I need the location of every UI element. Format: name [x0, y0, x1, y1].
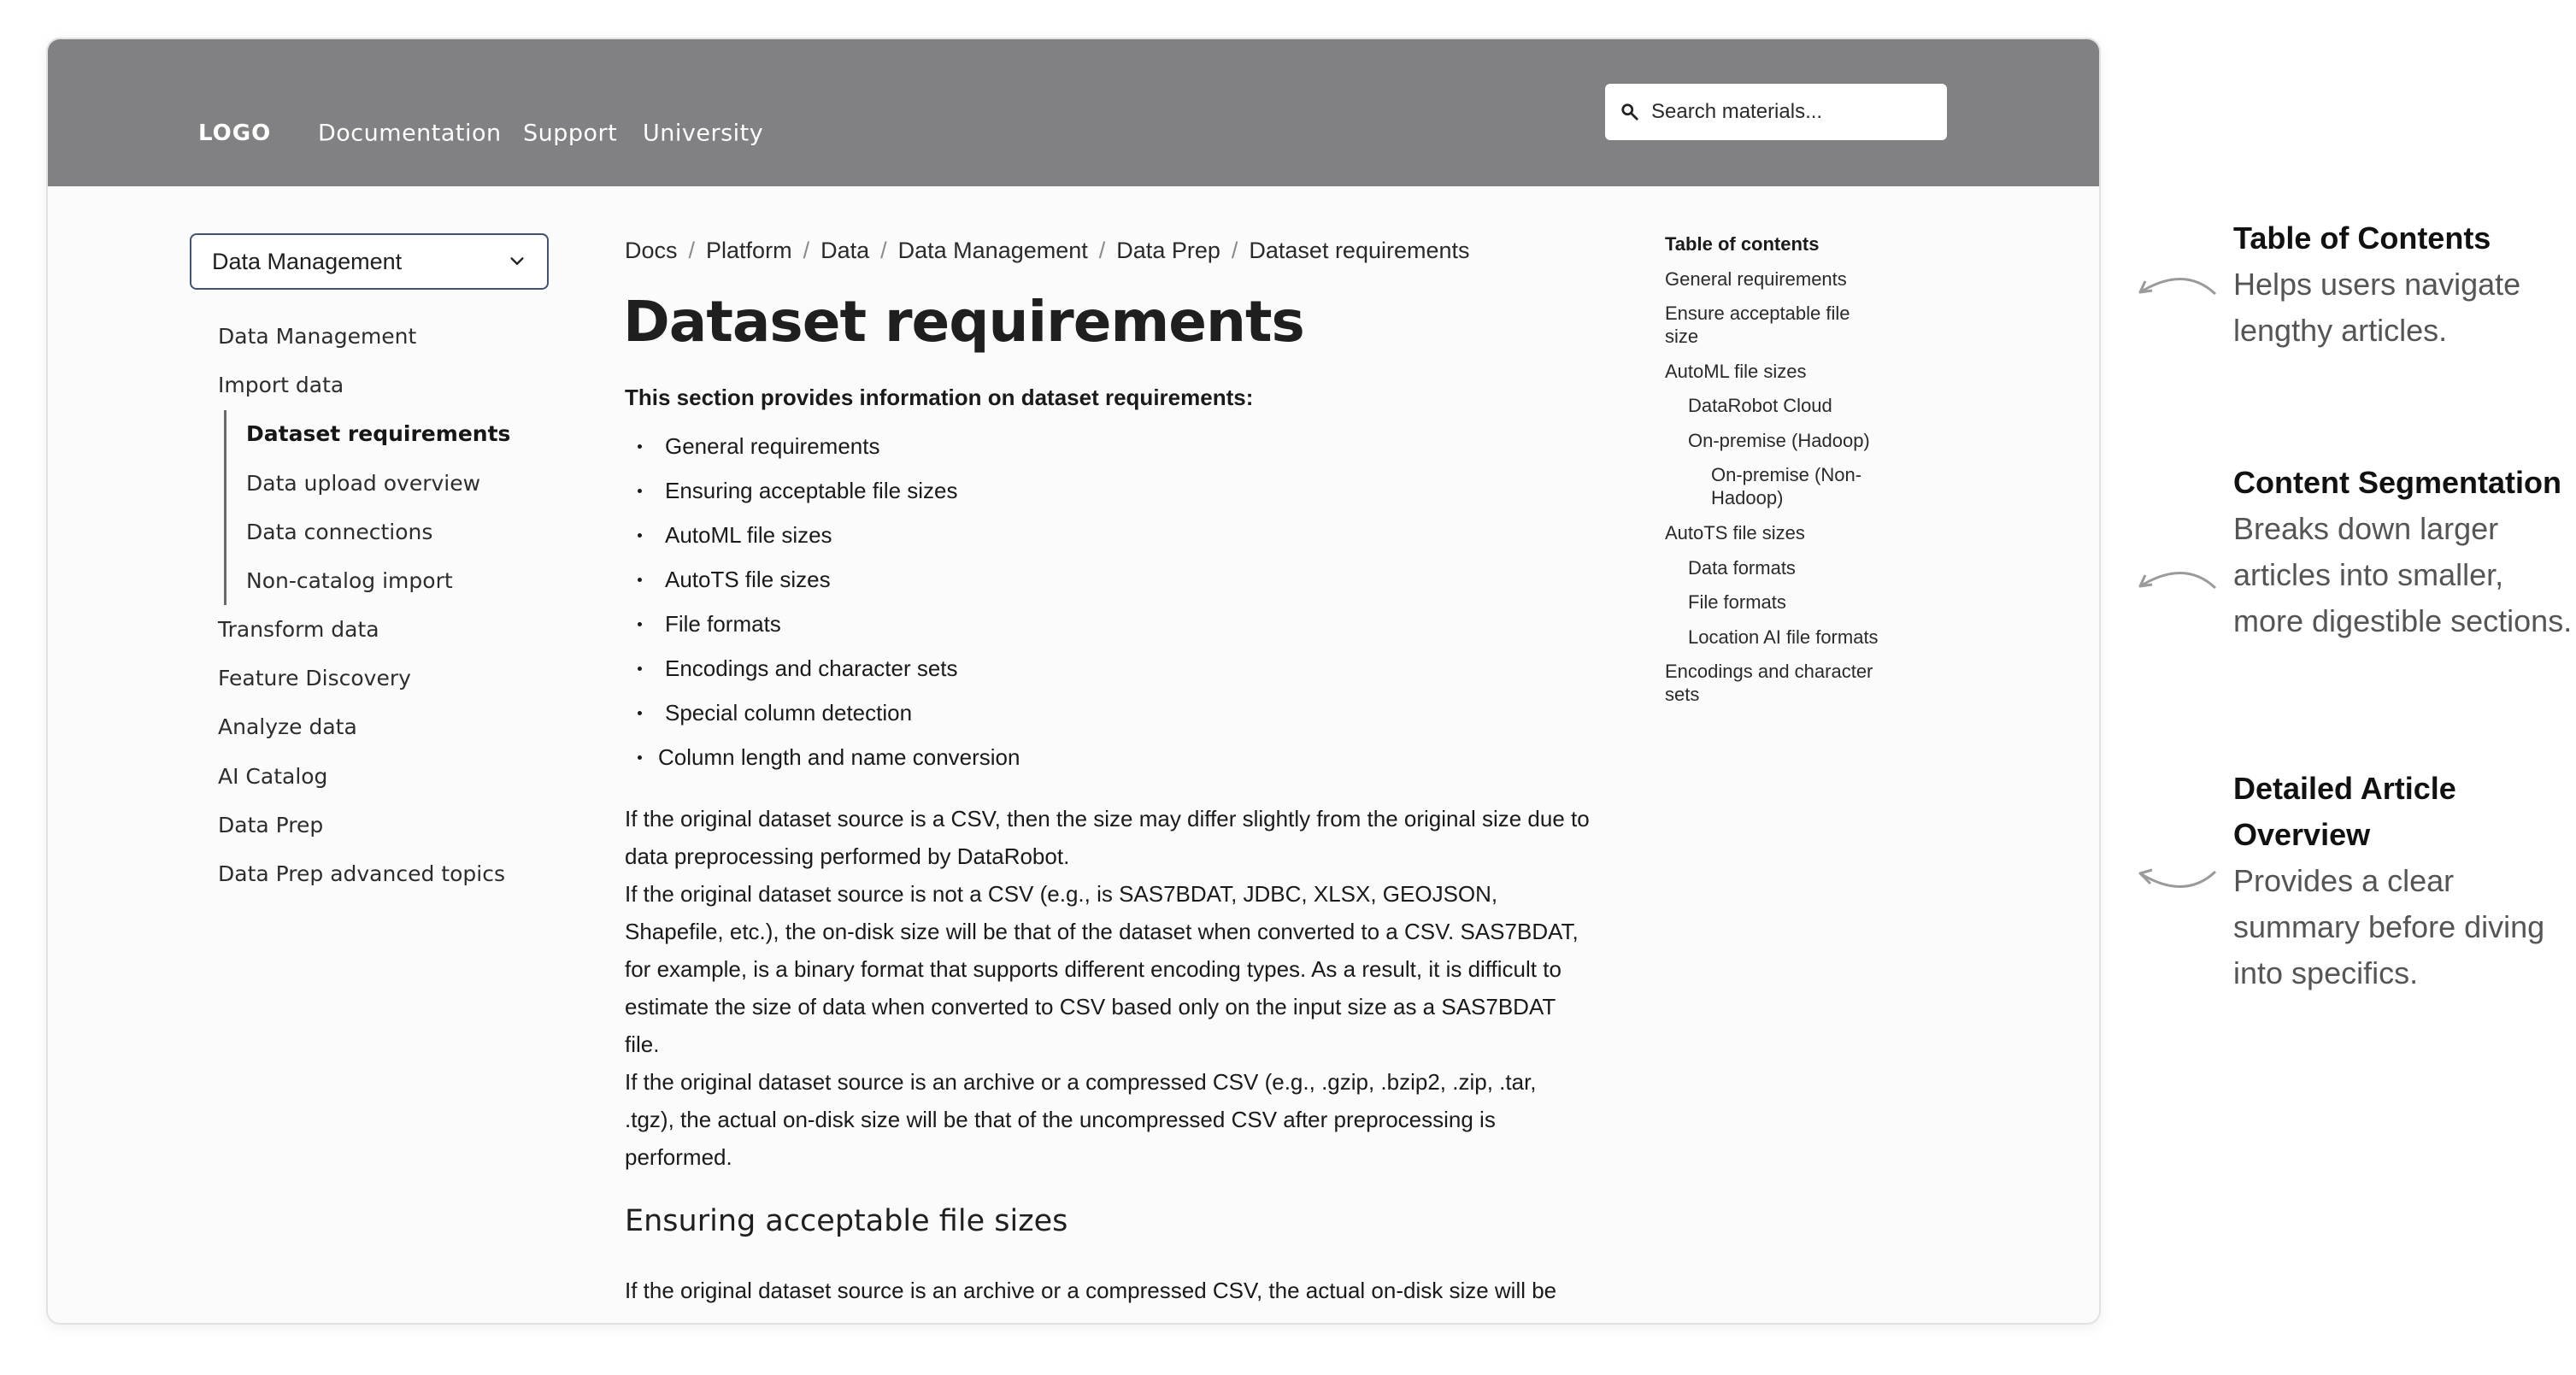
section-paragraph: If the original dataset source is an archive or a compressed CSV, the actual on-disk size will be [625, 1278, 1557, 1303]
bullet-item: File formats [638, 602, 1020, 646]
sidebar-item-ai-catalog[interactable]: AI Catalog [218, 764, 328, 789]
sidebar-item-import-data[interactable]: Import data [218, 373, 344, 397]
bullet-item: General requirements [638, 424, 1020, 468]
logo[interactable]: LOGO [198, 120, 272, 146]
sidebar-item-data-prep-advanced[interactable]: Data Prep advanced topics [218, 861, 505, 886]
breadcrumb-docs[interactable]: Docs [625, 238, 678, 263]
sidebar-item-data-upload-overview[interactable]: Data upload overview [246, 471, 481, 496]
breadcrumb-platform[interactable]: Platform [706, 238, 792, 263]
breadcrumb: Docs / Platform / Data / Data Management / Data Prep / Dataset requirements [625, 238, 1470, 263]
article-intro: This section provides information on dataset requirements: [625, 385, 1254, 410]
sidebar-nesting-rule [224, 410, 226, 605]
search-box[interactable] [1605, 84, 1947, 140]
top-navigation-bar [48, 39, 2099, 186]
article-paragraph: If the original dataset source is a CSV, then the size may differ slightly from the original size due to data preprocessing performed by DataRobot. [625, 806, 1590, 869]
nav-link-support[interactable]: Support [523, 120, 618, 147]
search-icon [1620, 103, 1639, 121]
bullet-item: Column length and name conversion [638, 735, 1020, 779]
toc-item-location-ai[interactable]: Location AI file formats [1688, 626, 1879, 648]
annotation-body-overview: Provides a clear summary before diving into specifics. [2233, 863, 2545, 990]
bullet-item: Ensuring acceptable file sizes [638, 468, 1020, 513]
annotation-title-toc: Table of Contents [2233, 220, 2491, 256]
toc-item-general-requirements[interactable]: General requirements [1665, 268, 1847, 290]
breadcrumb-data-management[interactable]: Data Management [897, 238, 1088, 263]
nav-link-university[interactable]: University [643, 120, 764, 147]
toc-item-datarobot-cloud[interactable]: DataRobot Cloud [1688, 395, 1832, 416]
article-paragraph: If the original dataset source is not a CSV (e.g., is SAS7BDAT, JDBC, XLSX, GEOJSON, Shapefile, etc.), the on-disk size will be that of the dataset when converted to a CSV. SAS7BDAT, for example, is a binary format that supports different encoding types. As a result, it is difficult to estimate the size of data when converted to CSV based only on the input size as a SAS7BDAT file. [625, 881, 1579, 1057]
page-title: Dataset requirements [623, 289, 1304, 355]
browser-window [46, 38, 2101, 1325]
toc-item-file-size[interactable]: Ensure acceptable file size [1665, 303, 1850, 347]
toc-item-automl-file-sizes[interactable]: AutoML file sizes [1665, 361, 1807, 382]
section-dropdown-label: Data Management [212, 248, 403, 274]
annotation-body-segmentation: Breaks down larger articles into smaller, more digestible sections. [2233, 511, 2573, 638]
toc-item-on-premise-hadoop[interactable]: On-premise (Hadoop) [1688, 430, 1870, 451]
breadcrumb-data[interactable]: Data [820, 238, 870, 263]
sidebar-item-transform-data[interactable]: Transform data [218, 617, 379, 642]
annotation-body-toc: Helps users navigate lengthy articles. [2233, 267, 2521, 348]
toc-item-on-premise-non-hadoop[interactable]: On-premise (Non-Hadoop) [1711, 464, 1862, 508]
annotation-title-overview: Detailed Article Overview [2233, 771, 2456, 852]
annotation-arrow-icon [2133, 267, 2219, 301]
sidebar-item-analyze-data[interactable]: Analyze data [218, 714, 357, 739]
breadcrumb-data-prep[interactable]: Data Prep [1116, 238, 1220, 263]
sidebar-item-feature-discovery[interactable]: Feature Discovery [218, 666, 411, 690]
bullet-item: Special column detection [638, 690, 1020, 735]
sidebar-item-data-connections[interactable]: Data connections [246, 520, 433, 544]
section-dropdown[interactable] [190, 233, 549, 290]
toc-heading: Table of contents [1665, 233, 1820, 255]
annotation-arrow-icon [2133, 561, 2219, 595]
bullet-item: Encodings and character sets [638, 646, 1020, 690]
toc-item-file-formats[interactable]: File formats [1688, 591, 1786, 613]
sidebar-item-dataset-requirements[interactable]: Dataset requirements [246, 421, 511, 446]
section-heading: Ensuring acceptable file sizes [625, 1204, 1068, 1238]
bullet-item: AutoML file sizes [638, 513, 1020, 557]
toc-item-data-formats[interactable]: Data formats [1688, 557, 1796, 579]
toc-item-encodings[interactable]: Encodings and character sets [1665, 661, 1873, 705]
sidebar-item-non-catalog-import[interactable]: Non-catalog import [246, 568, 453, 593]
breadcrumb-current: Dataset requirements [1249, 238, 1470, 263]
article-bullet-list [638, 424, 1020, 779]
search-input[interactable] [1650, 99, 1935, 125]
nav-link-documentation[interactable]: Documentation [318, 120, 502, 147]
annotation-arrow-icon [2133, 865, 2219, 899]
article-body [625, 800, 1591, 1176]
toc-item-autots-file-sizes[interactable]: AutoTS file sizes [1665, 522, 1805, 544]
sidebar-item-data-management[interactable]: Data Management [218, 324, 417, 349]
bullet-item: AutoTS file sizes [638, 557, 1020, 602]
chevron-down-icon [508, 252, 526, 271]
article-paragraph: If the original dataset source is an archive or a compressed CSV (e.g., .gzip, .bzip2, .zip, .tar, .tgz), the actual on-disk size will be that of the uncompressed CSV after preprocessing is performed. [625, 1069, 1537, 1170]
annotation-title-segmentation: Content Segmentation [2233, 465, 2561, 500]
sidebar-item-data-prep[interactable]: Data Prep [218, 813, 324, 837]
